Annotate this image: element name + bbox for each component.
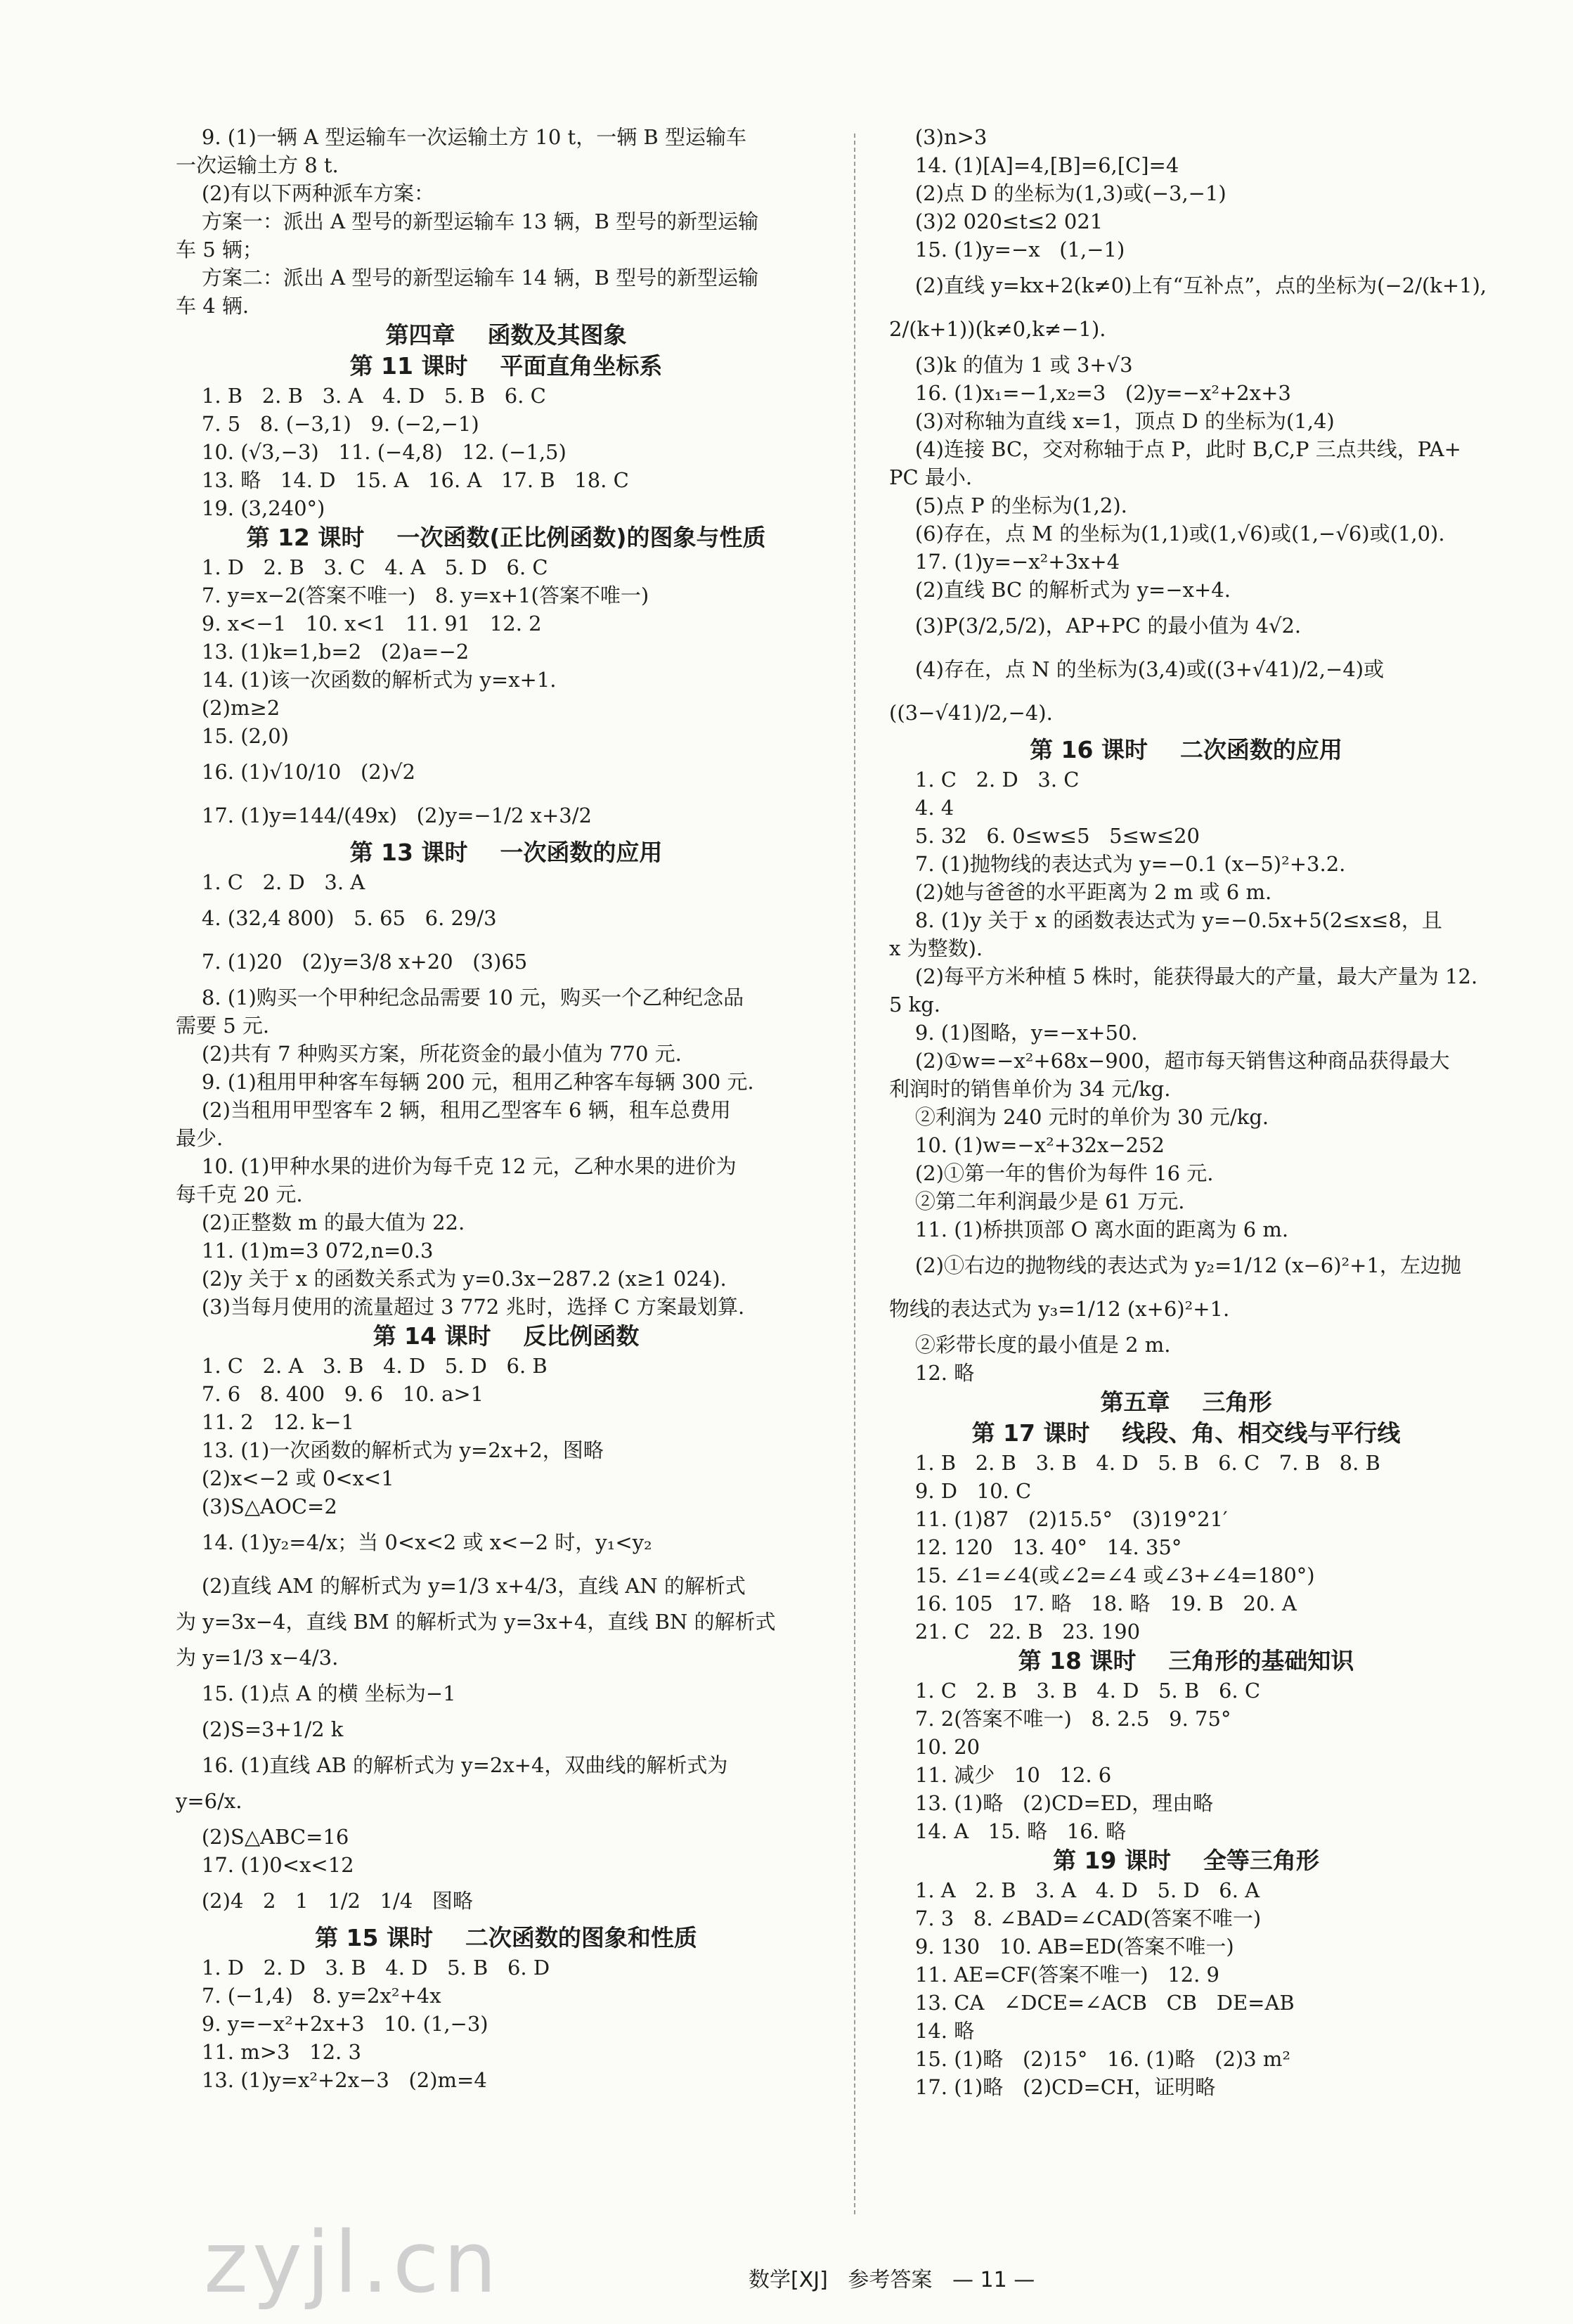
answer-line: ((3−√41)/2,−4).: [889, 701, 1053, 725]
answer-line: (2)有以下两种派车方案：: [176, 181, 434, 205]
answer-line: 4. 4: [889, 796, 954, 820]
answer-line: 15. ∠1=∠4(或∠2=∠4 或∠3+∠4=180°): [889, 1563, 1315, 1587]
right-column: [889, 123, 1487, 2101]
answer-line: 11. (1)87 (2)15.5° (3)19°21′: [889, 1507, 1228, 1531]
answer-line: 4. (32,4 800) 5. 65 6. 29/3: [176, 906, 497, 930]
answer-line: (6)存在，点 M 的坐标为(1,1)或(1,√6)或(1,−√6)或(1,0).: [889, 522, 1445, 546]
answer-line: 7. (1)抛物线的表达式为 y=−0.1 (x−5)²+3.2.: [889, 852, 1346, 876]
answer-line: 每千克 20 元.: [176, 1182, 303, 1206]
answer-line: 9. (1)图略，y=−x+50.: [889, 1021, 1138, 1045]
answer-line: 19. (3,240°): [176, 496, 325, 520]
answer-line: (2)直线 y=kx+2(k≠0)上有“互补点”，点的坐标为(−2/(k+1),: [889, 273, 1487, 297]
answer-line: 14. (1)[A]=4,[B]=6,[C]=4: [889, 153, 1179, 177]
answer-line: 1. B 2. B 3. B 4. D 5. B 6. C 7. B 8. B: [889, 1451, 1380, 1475]
answer-line: 13. (1)y=x²+2x−3 (2)m=4: [176, 2068, 487, 2092]
answer-line: 17. (1)0<x<12: [176, 1853, 354, 1877]
answer-line: 方案二：派出 A 型号的新型运输车 14 辆，B 型号的新型运输: [176, 266, 759, 290]
answer-line: (2)S△ABC=16: [176, 1825, 349, 1849]
answer-line: 8. (1)y 关于 x 的函数表达式为 y=−0.5x+5(2≤x≤8，且: [889, 908, 1442, 932]
answer-line: 物线的表达式为 y₃=1/12 (x+6)²+1.: [889, 1297, 1230, 1321]
answer-line: 21. C 22. B 23. 190: [889, 1620, 1141, 1644]
section-heading: 第五章 三角形: [1100, 1388, 1272, 1416]
answer-line: 11. m>3 12. 3: [176, 2040, 361, 2064]
answer-line: 9. 130 10. AB=ED(答案不唯一): [889, 1935, 1234, 1958]
answer-line: (4)存在，点 N 的坐标为(3,4)或((3+√41)/2,−4)或: [889, 657, 1385, 681]
answer-line: (2)m≥2: [176, 696, 280, 720]
answer-line: PC 最小.: [889, 465, 973, 489]
answer-line: 9. D 10. C: [889, 1479, 1032, 1503]
answer-line: 7. 6 8. 400 9. 6 10. a>1: [176, 1382, 484, 1406]
answer-line: 1. C 2. D 3. C: [889, 768, 1080, 792]
answer-line: 11. 2 12. k−1: [176, 1410, 354, 1434]
answer-line: 13. CA ∠DCE=∠ACB CB DE=AB: [889, 1991, 1295, 2015]
answer-line: 13. 略 14. D 15. A 16. A 17. B 18. C: [176, 468, 629, 492]
answer-line: 11. AE=CF(答案不唯一) 12. 9: [889, 1963, 1220, 1987]
answer-line: (3)n>3: [889, 125, 988, 149]
answer-line: 最少.: [176, 1126, 224, 1150]
answer-line: 7. (1)20 (2)y=3/8 x+20 (3)65: [176, 950, 528, 974]
answer-line: (2)当租用甲型客车 2 辆，租用乙型客车 6 辆，租车总费用: [176, 1098, 731, 1122]
answer-line: (2)x<−2 或 0<x<1: [176, 1466, 394, 1490]
answer-line: 17. (1)略 (2)CD=CH，证明略: [889, 2075, 1216, 2099]
answer-line: 5. 32 6. 0≤w≤5 5≤w≤20: [889, 824, 1200, 848]
section-heading: 第 16 课时 二次函数的应用: [1030, 736, 1342, 763]
answer-line: (4)连接 BC，交对称轴于点 P，此时 B,C,P 三点共线，PA+: [889, 437, 1461, 461]
answer-line: 为 y=3x−4，直线 BM 的解析式为 y=3x+4，直线 BN 的解析式: [176, 1610, 776, 1634]
answer-line: 14. A 15. 略 16. 略: [889, 1819, 1127, 1843]
section-heading: 第 19 课时 全等三角形: [1053, 1847, 1319, 1874]
answer-line: 11. (1)桥拱顶部 O 离水面的距离为 6 m.: [889, 1218, 1289, 1241]
answer-line: (3)2 020≤t≤2 021: [889, 209, 1103, 233]
answer-line: x 为整数).: [889, 936, 983, 960]
answer-line: (5)点 P 的坐标为(1,2).: [889, 493, 1127, 517]
answer-line: 16. (1)直线 AB 的解析式为 y=2x+4，双曲线的解析式为: [176, 1753, 728, 1777]
section-heading: 第 14 课时 反比例函数: [373, 1322, 640, 1350]
answer-line: 一次运输土方 8 t.: [176, 153, 339, 177]
answer-line: 利润时的销售单价为 34 元/kg.: [889, 1077, 1171, 1101]
answer-line: 17. (1)y=−x²+3x+4: [889, 550, 1120, 574]
answer-line: 7. (−1,4) 8. y=2x²+4x: [176, 1984, 441, 2008]
answer-line: y=6/x.: [176, 1789, 242, 1813]
answer-line: 需要 5 元.: [176, 1014, 270, 1038]
answer-line: (2)S=3+1/2 k: [176, 1717, 344, 1741]
answer-line: (3)对称轴为直线 x=1，顶点 D 的坐标为(1,4): [889, 409, 1335, 433]
answer-line: 15. (1)点 A 的横 坐标为−1: [176, 1681, 456, 1705]
answer-line: (2)点 D 的坐标为(1,3)或(−3,−1): [889, 181, 1226, 205]
answer-line: ②利润为 240 元时的单价为 30 元/kg.: [889, 1105, 1269, 1129]
answer-line: (2)正整数 m 的最大值为 22.: [176, 1211, 465, 1234]
answer-line: 9. y=−x²+2x+3 10. (1,−3): [176, 2012, 488, 2036]
section-heading: 第 13 课时 一次函数的应用: [349, 839, 663, 866]
answer-line: (2)她与爸爸的水平距离为 2 m 或 6 m.: [889, 880, 1272, 904]
answer-line: (2)①右边的抛物线的表达式为 y₂=1/12 (x−6)²+1，左边抛: [889, 1253, 1461, 1277]
answer-line: 车 5 辆；: [176, 238, 263, 262]
answer-line: (2)每平方米种植 5 株时，能获得最大的产量，最大产量为 12.: [889, 964, 1478, 988]
answer-line: 14. (1)该一次函数的解析式为 y=x+1.: [176, 668, 557, 692]
answer-line: (2)y 关于 x 的函数关系式为 y=0.3x−287.2 (x≥1 024).: [176, 1267, 727, 1291]
answer-line: 1. D 2. D 3. B 4. D 5. B 6. D: [176, 1956, 550, 1980]
answer-line: 5 kg.: [889, 993, 941, 1016]
section-heading: 第四章 函数及其图象: [385, 321, 627, 349]
answer-line: 1. C 2. A 3. B 4. D 5. D 6. B: [176, 1354, 548, 1378]
answer-line: (3)当每月使用的流量超过 3 772 兆时，选择 C 方案最划算.: [176, 1295, 745, 1319]
column-divider: [854, 134, 855, 2214]
left-column: [176, 123, 836, 2094]
answer-line: 10. 20: [889, 1735, 980, 1759]
answer-line: 7. y=x−2(答案不唯一) 8. y=x+1(答案不唯一): [176, 583, 649, 607]
answer-line: 13. (1)略 (2)CD=ED，理由略: [889, 1791, 1214, 1815]
answer-line: 10. (√3,−3) 11. (−4,8) 12. (−1,5): [176, 440, 567, 464]
section-heading: 第 11 课时 平面直角坐标系: [349, 352, 663, 380]
answer-line: (2)直线 AM 的解析式为 y=1/3 x+4/3，直线 AN 的解析式: [176, 1574, 746, 1598]
answer-line: 11. 减少 10 12. 6: [889, 1763, 1112, 1787]
answer-line: (2)共有 7 种购买方案，所花资金的最小值为 770 元.: [176, 1042, 682, 1066]
section-heading: 第 18 课时 三角形的基础知识: [1018, 1647, 1354, 1674]
answer-line: (3)k 的值为 1 或 3+√3: [889, 353, 1133, 377]
answer-line: 12. 120 13. 40° 14. 35°: [889, 1535, 1182, 1559]
answer-line: 11. (1)m=3 072,n=0.3: [176, 1239, 434, 1263]
answer-line: 16. (1)x₁=−1,x₂=3 (2)y=−x²+2x+3: [889, 381, 1291, 405]
page-footer: 数学[XJ] 参考答案 — 11 —: [749, 2268, 1035, 2292]
answer-line: 9. (1)一辆 A 型运输车一次运输土方 10 t，一辆 B 型运输车: [176, 125, 746, 149]
section-heading: 第 15 课时 二次函数的图象和性质: [315, 1924, 697, 1951]
answer-line: 1. C 2. D 3. A: [176, 870, 365, 894]
answer-line: 2/(k+1))(k≠0,k≠−1).: [889, 317, 1106, 341]
answer-line: 9. x<−1 10. x<1 11. 91 12. 2: [176, 612, 542, 635]
watermark: zyjl.cn: [204, 2214, 501, 2312]
answer-line: 为 y=1/3 x−4/3.: [176, 1646, 339, 1670]
answer-line: ②第二年利润最少是 61 万元.: [889, 1189, 1185, 1213]
answer-line: 10. (1)w=−x²+32x−252: [889, 1133, 1165, 1157]
answer-line: 14. (1)y₂=4/x；当 0<x<2 或 x<−2 时，y₁<y₂: [176, 1530, 652, 1554]
answer-line: 15. (1)y=−x (1,−1): [889, 238, 1125, 262]
answer-line: 15. (2,0): [176, 724, 289, 748]
answer-line: 1. A 2. B 3. A 4. D 5. D 6. A: [889, 1878, 1260, 1902]
answer-line: (2)①第一年的售价为每件 16 元.: [889, 1161, 1214, 1185]
answer-line: ②彩带长度的最小值是 2 m.: [889, 1333, 1171, 1357]
answer-line: 13. (1)k=1,b=2 (2)a=−2: [176, 640, 470, 664]
answer-line: 16. (1)√10/10 (2)√2: [176, 760, 416, 784]
answer-line: 13. (1)一次函数的解析式为 y=2x+2，图略: [176, 1438, 604, 1462]
answer-line: 7. 2(答案不唯一) 8. 2.5 9. 75°: [889, 1707, 1231, 1731]
section-heading: 第 17 课时 线段、角、相交线与平行线: [971, 1419, 1401, 1447]
answer-line: 1. D 2. B 3. C 4. A 5. D 6. C: [176, 555, 548, 579]
answer-line: (3)P(3/2,5/2)，AP+PC 的最小值为 4√2.: [889, 614, 1302, 638]
answer-line: (2)4 2 1 1/2 1/4 图略: [176, 1889, 473, 1913]
section-heading: 第 12 课时 一次函数(正比例函数)的图象与性质: [246, 524, 766, 551]
answer-line: 14. 略: [889, 2019, 975, 2043]
answer-line: 方案一：派出 A 型号的新型运输车 13 辆，B 型号的新型运输: [176, 209, 759, 233]
answer-line: (2)①w=−x²+68x−900，超市每天销售这种商品获得最大: [889, 1049, 1450, 1073]
answer-line: 1. C 2. B 3. B 4. D 5. B 6. C: [889, 1679, 1261, 1703]
answer-line: 12. 略: [889, 1361, 975, 1385]
answer-line: 1. B 2. B 3. A 4. D 5. B 6. C: [176, 384, 546, 408]
answer-line: 15. (1)略 (2)15° 16. (1)略 (2)3 m²: [889, 2047, 1291, 2071]
answer-line: 7. 3 8. ∠BAD=∠CAD(答案不唯一): [889, 1906, 1262, 1930]
answer-line: 17. (1)y=144/(49x) (2)y=−1/2 x+3/2: [176, 803, 592, 827]
answer-line: (3)S△AOC=2: [176, 1495, 337, 1518]
answer-line: 7. 5 8. (−3,1) 9. (−2,−1): [176, 412, 479, 436]
answer-line: 车 4 辆.: [176, 294, 250, 318]
answer-line: 9. (1)租用甲种客车每辆 200 元，租用乙种客车每辆 300 元.: [176, 1070, 754, 1094]
answer-line: (2)直线 BC 的解析式为 y=−x+4.: [889, 578, 1231, 602]
answer-line: 8. (1)购买一个甲种纪念品需要 10 元，购买一个乙种纪念品: [176, 986, 744, 1009]
answer-line: 10. (1)甲种水果的进价为每千克 12 元，乙种水果的进价为: [176, 1154, 737, 1178]
answer-line: 16. 105 17. 略 18. 略 19. B 20. A: [889, 1592, 1297, 1615]
